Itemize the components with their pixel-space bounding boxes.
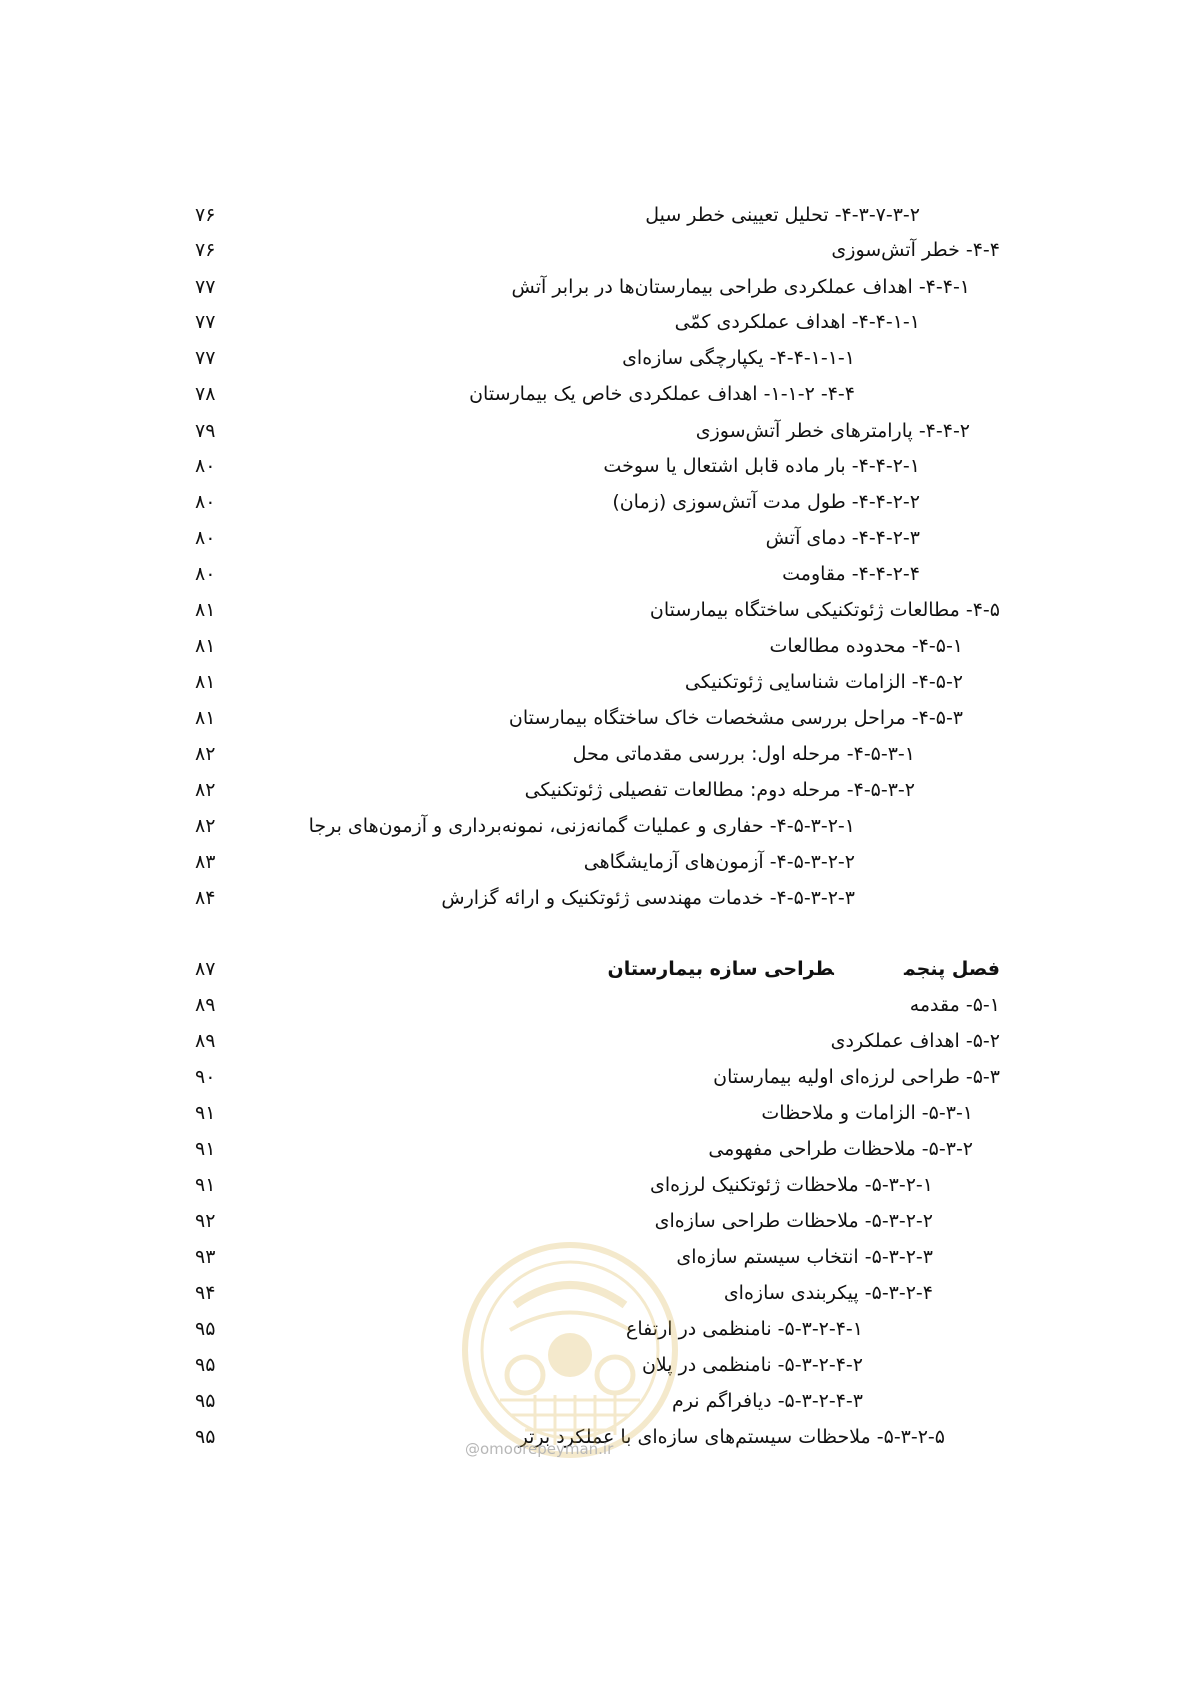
toc-entry-title: ۴-۵-۳-۲-۲- آزمون‌های آزمایشگاهی [583,851,855,873]
toc-entry[interactable] [195,555,920,593]
toc-page-number: ۹۰ [195,1066,216,1088]
toc-page-number: ۹۳ [195,1246,216,1268]
toc-page-number: ۷۹ [195,420,216,442]
watermark-text: @omoorepeyman.ir [465,1440,614,1458]
toc-entry-title: ۵-۲- اهداف عملکردی [830,1030,1000,1052]
toc-page-number: ۸۰ [195,491,216,513]
toc-entry-title: ۴-۵-۳-۲-۳- خدمات مهندسی ژئوتکنیک و ارائه گزارش [441,887,855,909]
toc-page-number: ۷۸ [195,383,216,405]
toc-page-number: ۷۶ [195,239,216,261]
toc-entry[interactable] [195,771,915,809]
toc-entry-title: ۴-۵-۳-۲- مرحله دوم: مطالعات تفصیلی ژئوتکنیکی [524,779,915,801]
toc-entry-title: ۴-۵-۳-۲-۱- حفاری و عملیات گمانه‌زنی، نمونه‌برداری و آزمون‌های برجا [308,815,855,837]
toc-entry[interactable] [195,1058,1000,1096]
toc-page-number: ۹۵ [195,1318,216,1340]
toc-page-number: ۸۰ [195,563,216,585]
toc-entry[interactable] [195,843,855,881]
toc-page-number: ۷۶ [195,204,216,226]
toc-entry[interactable] [195,196,920,234]
toc-page-number: ۸۴ [195,887,216,909]
toc-page-number: ۸۲ [195,779,216,801]
toc-page-number: ۸۱ [195,671,216,693]
toc-entry-title: ۵-۳-۱- الزامات و ملاحظات [761,1102,973,1124]
chapter-label: فصل پنجم [903,958,1000,980]
toc-entry[interactable] [195,735,915,773]
toc-entry-title: ۴-۴-۱- اهداف عملکردی طراحی بیمارستان‌ها در برابر آتش [511,276,970,298]
toc-page-number: ۹۵ [195,1390,216,1412]
toc-page-number: ۸۱ [195,635,216,657]
toc-entry[interactable] [195,986,1000,1024]
toc-entry[interactable] [195,663,963,701]
toc-entry[interactable] [195,627,963,665]
toc-page-number: ۹۵ [195,1426,216,1448]
toc-page-number: ۹۱ [195,1138,216,1160]
toc-entry-title: ۴-۴-۲-۱- بار ماده قابل اشتعال یا سوخت [603,455,920,477]
toc-page-number: ۸۱ [195,707,216,729]
toc-entry-title: ۵-۳- طراحی لرزه‌ای اولیه بیمارستان [713,1066,1000,1088]
toc-page-number: ۸۰ [195,455,216,477]
toc-entry-title: ۵-۳-۲- ملاحظات طراحی مفهومی [708,1138,973,1160]
toc-entry-title: ۴-۵-۳- مراحل بررسی مشخصات خاک ساختگاه بیمارستان [508,707,963,729]
toc-entry-title: ۴-۴- ۱-۱-۲- اهداف عملکردی خاص یک بیمارستان [469,383,855,405]
toc-entry[interactable] [195,483,920,521]
toc-entry[interactable] [195,519,920,557]
toc-page-number: ۹۲ [195,1210,216,1232]
toc-entry-title: ۴-۴- خطر آتش‌سوزی [831,239,1000,261]
toc-page-number: ۹۱ [195,1102,216,1124]
toc-entry-title: ۵-۳-۲-۴-۲- نامنظمی در پلان [641,1354,863,1376]
toc-entry-title: ۴-۴-۲- پارامترهای خطر آتش‌سوزی [695,420,970,442]
toc-page-number: ۸۰ [195,527,216,549]
toc-page-number: ۸۲ [195,743,216,765]
toc-page-number: ۸۹ [195,1030,216,1052]
toc-page-number: ۹۵ [195,1354,216,1376]
toc-entry[interactable] [195,375,855,413]
chapter-heading-text [607,950,1000,988]
toc-entry[interactable] [195,1166,933,1204]
chapter-heading[interactable] [195,950,1000,988]
toc-entry[interactable] [195,879,855,917]
toc-entry-title: ۴-۵- مطالعات ژئوتکنیکی ساختگاه بیمارستان [649,599,1000,621]
toc-entry-title: ۴-۴-۱-۱- اهداف عملکردی کمّی [674,311,920,333]
toc-entry-title: ۴-۴-۲-۳- دمای آتش [765,527,920,549]
toc-entry-title: ۵-۳-۲-۳- انتخاب سیستم سازه‌ای [676,1246,933,1268]
toc-entry[interactable] [195,231,1000,269]
toc-entry-title: ۵-۳-۲-۴- پیکربندی سازه‌ای [723,1282,933,1304]
toc-entry-title: ۴-۵-۲- الزامات شناسایی ژئوتکنیکی [684,671,963,693]
toc-page-number: ۹۴ [195,1282,216,1304]
chapter-title: طراحی سازه بیمارستان [607,958,834,980]
toc-entry[interactable] [195,339,855,377]
toc-page-number: ۸۲ [195,815,216,837]
toc-entry-title: ۵-۳-۲-۴-۳- دیافراگم نرم [672,1390,863,1412]
toc-entry-title: ۴-۳-۷-۳-۲- تحلیل تعیینی خطر سیل [645,204,920,226]
toc-page-number: ۸۷ [195,958,216,980]
toc-entry-title: ۵-۳-۲-۴-۱- نامنظمی در ارتفاع [626,1318,863,1340]
toc-page-number: ۸۳ [195,851,216,873]
toc-entry-title: ۴-۴-۲-۴- مقاومت [782,563,920,585]
toc-entry-title: ۵-۳-۲-۱- ملاحظات ژئوتکنیک لرزه‌ای [650,1174,933,1196]
toc-entry-title: ۴-۵-۱- محدوده مطالعات [769,635,963,657]
toc-page-number: ۷۷ [195,311,216,333]
toc-entry[interactable] [195,699,963,737]
toc-entry-title: ۵-۱- مقدمه [909,994,1000,1016]
toc-entry[interactable] [195,1022,1000,1060]
toc-page-number: ۸۹ [195,994,216,1016]
toc-page-number: ۷۷ [195,276,216,298]
toc-entry[interactable] [195,303,920,341]
toc-entry[interactable] [195,1094,973,1132]
toc-page-number: ۸۱ [195,599,216,621]
toc-entry[interactable] [195,807,855,845]
watermark-seal-icon [455,1235,685,1465]
toc-entry[interactable] [195,447,920,485]
toc-page-number: ۹۱ [195,1174,216,1196]
toc-entry-title: ۴-۵-۳-۱- مرحله اول: بررسی مقدماتی محل [572,743,915,765]
toc-entry-title: ۵-۳-۲-۵- ملاحظات سیستم‌های سازه‌ای با عملکرد برتر [518,1426,945,1448]
toc-entry[interactable] [195,268,970,306]
toc-entry-title: ۴-۴-۱-۱-۱- یکپارچگی سازه‌ای [622,347,855,369]
toc-entry[interactable] [195,591,1000,629]
toc-entry-title: ۵-۳-۲-۲- ملاحظات طراحی سازه‌ای [654,1210,933,1232]
toc-entry[interactable] [195,412,970,450]
toc-page-number: ۷۷ [195,347,216,369]
toc-entry-title: ۴-۴-۲-۲- طول مدت آتش‌سوزی (زمان) [612,491,920,513]
toc-entry[interactable] [195,1130,973,1168]
